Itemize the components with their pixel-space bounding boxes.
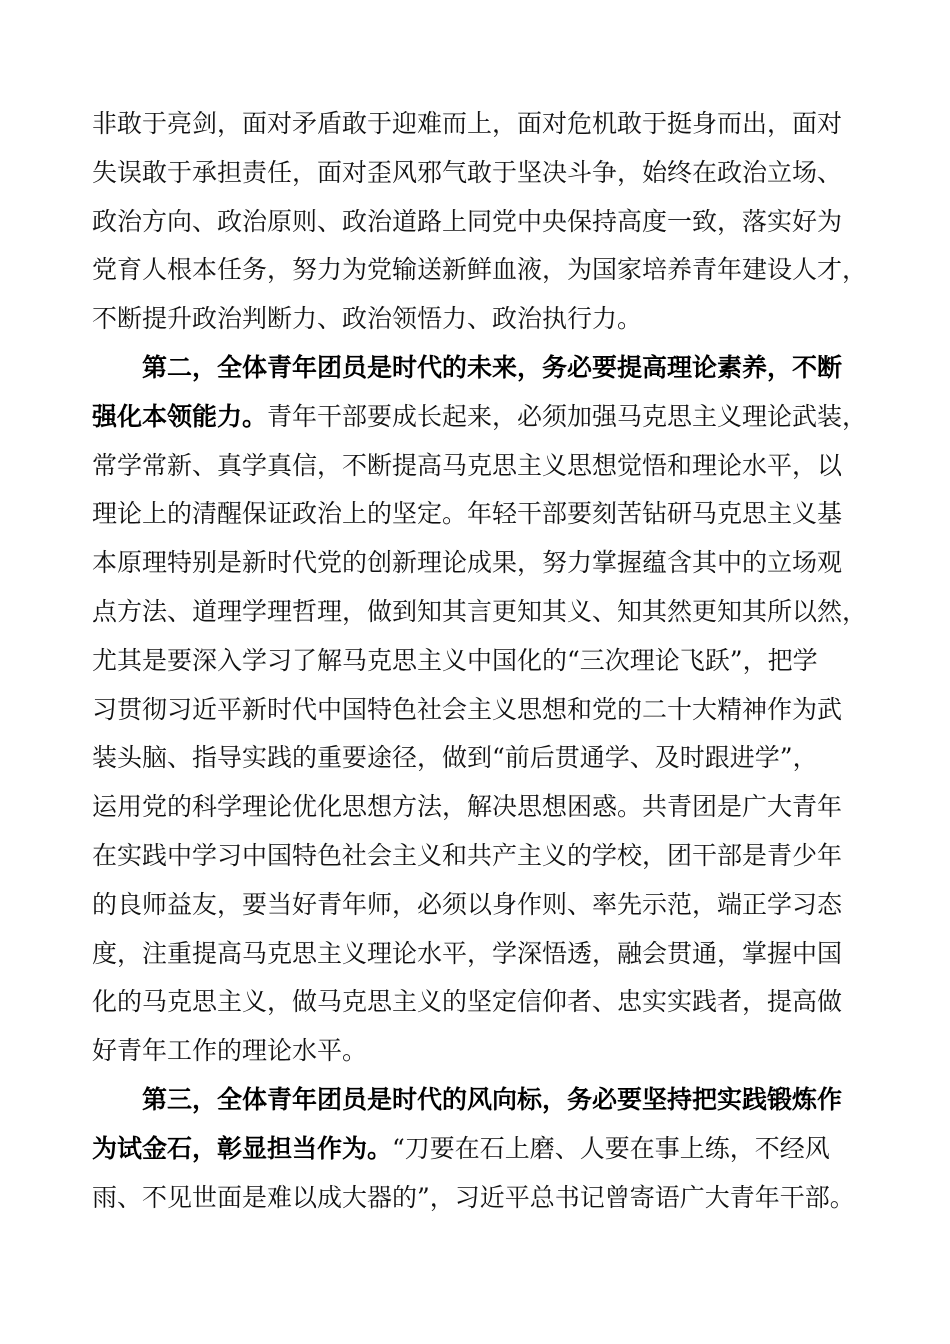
paragraph-3-heading-end: 为试金石，彰显担当作为。 bbox=[92, 1133, 393, 1163]
paragraph-3-heading-line: 第三，全体青年团员是时代的风向标，务必要坚持把实践锻炼作 bbox=[142, 1084, 843, 1114]
paragraph-2-line: 尤其是要深入学习了解马克思主义中国化的“三次理论飞跃”，把学 bbox=[92, 645, 818, 675]
paragraph-1-line: 政治方向、政治原则、政治道路上同党中央保持高度一致，落实好为 bbox=[92, 206, 843, 236]
paragraph-2 bbox=[92, 344, 872, 1076]
paragraph-2-line: 装头脑、指导实践的重要途径，做到“前后贯通学、及时跟进学”， bbox=[92, 743, 818, 773]
paragraph-2-mixed-line bbox=[92, 393, 872, 442]
paragraph-2-line: 运用党的科学理论优化思想方法，解决思想困惑。共青团是广大青年 bbox=[92, 792, 843, 822]
paragraph-1-line: 非敢于亮剑，面对矛盾敢于迎难而上，面对危机敢于挺身而出，面对 bbox=[92, 109, 843, 138]
paragraph-1-line: 失误敢于承担责任，面对歪风邪气敢于坚决斗争，始终在政治立场、 bbox=[92, 157, 843, 187]
paragraph-2-line: 理论上的清醒保证政治上的坚定。年轻干部要刻苦钻研马克思主义基 bbox=[92, 499, 843, 529]
paragraph-2-line: 的良师益友，要当好青年师，必须以身作则、率先示范，端正学习态 bbox=[92, 889, 843, 919]
paragraph-1-line: 不断提升政治判断力、政治领悟力、政治执行力。 bbox=[92, 304, 643, 334]
paragraph-2-line: 本原理特别是新时代党的创新理论成果，努力掌握蕴含其中的立场观 bbox=[92, 548, 843, 578]
paragraph-3-text-start: “刀要在石上磨、人要在事上练，不经风 bbox=[392, 1133, 830, 1163]
paragraph-2-line: 在实践中学习中国特色社会主义和共产主义的学校，团干部是青少年 bbox=[92, 840, 843, 870]
paragraph-2-line: 化的马克思主义，做马克思主义的坚定信仰者、忠实实践者，提高做 bbox=[92, 987, 843, 1017]
paragraph-2-heading-end: 强化本领能力。 bbox=[92, 401, 268, 431]
paragraph-2-line: 好青年工作的理论水平。 bbox=[92, 1036, 368, 1066]
paragraph-1 bbox=[92, 100, 872, 344]
paragraph-2-line: 常学常新、真学真信，不断提高马克思主义思想觉悟和理论水平，以 bbox=[92, 450, 843, 480]
paragraph-3 bbox=[92, 1076, 872, 1222]
paragraph-2-heading-line: 第二，全体青年团员是时代的未来，务必要提高理论素养，不断 bbox=[142, 352, 843, 382]
paragraph-2-line: 点方法、道理学理哲理，做到知其言更知其义、知其然更知其所以然， bbox=[92, 596, 868, 626]
paragraph-2-line: 习贯彻习近平新时代中国特色社会主义思想和党的二十大精神作为武 bbox=[92, 694, 843, 724]
paragraph-2-text-start: 青年干部要成长起来，必须加强马克思主义理论武装， bbox=[267, 401, 868, 431]
paragraph-2-line: 度，注重提高马克思主义理论水平，学深悟透，融会贯通，掌握中国 bbox=[92, 938, 843, 968]
paragraph-3-line: 雨、不见世面是难以成大器的”，习近平总书记曾寄语广大青年干部。 bbox=[92, 1182, 855, 1212]
document-body bbox=[92, 100, 872, 1222]
paragraph-3-mixed-line bbox=[92, 1125, 872, 1174]
paragraph-1-line: 党育人根本任务，努力为党输送新鲜血液，为国家培养青年建设人才， bbox=[92, 255, 868, 285]
